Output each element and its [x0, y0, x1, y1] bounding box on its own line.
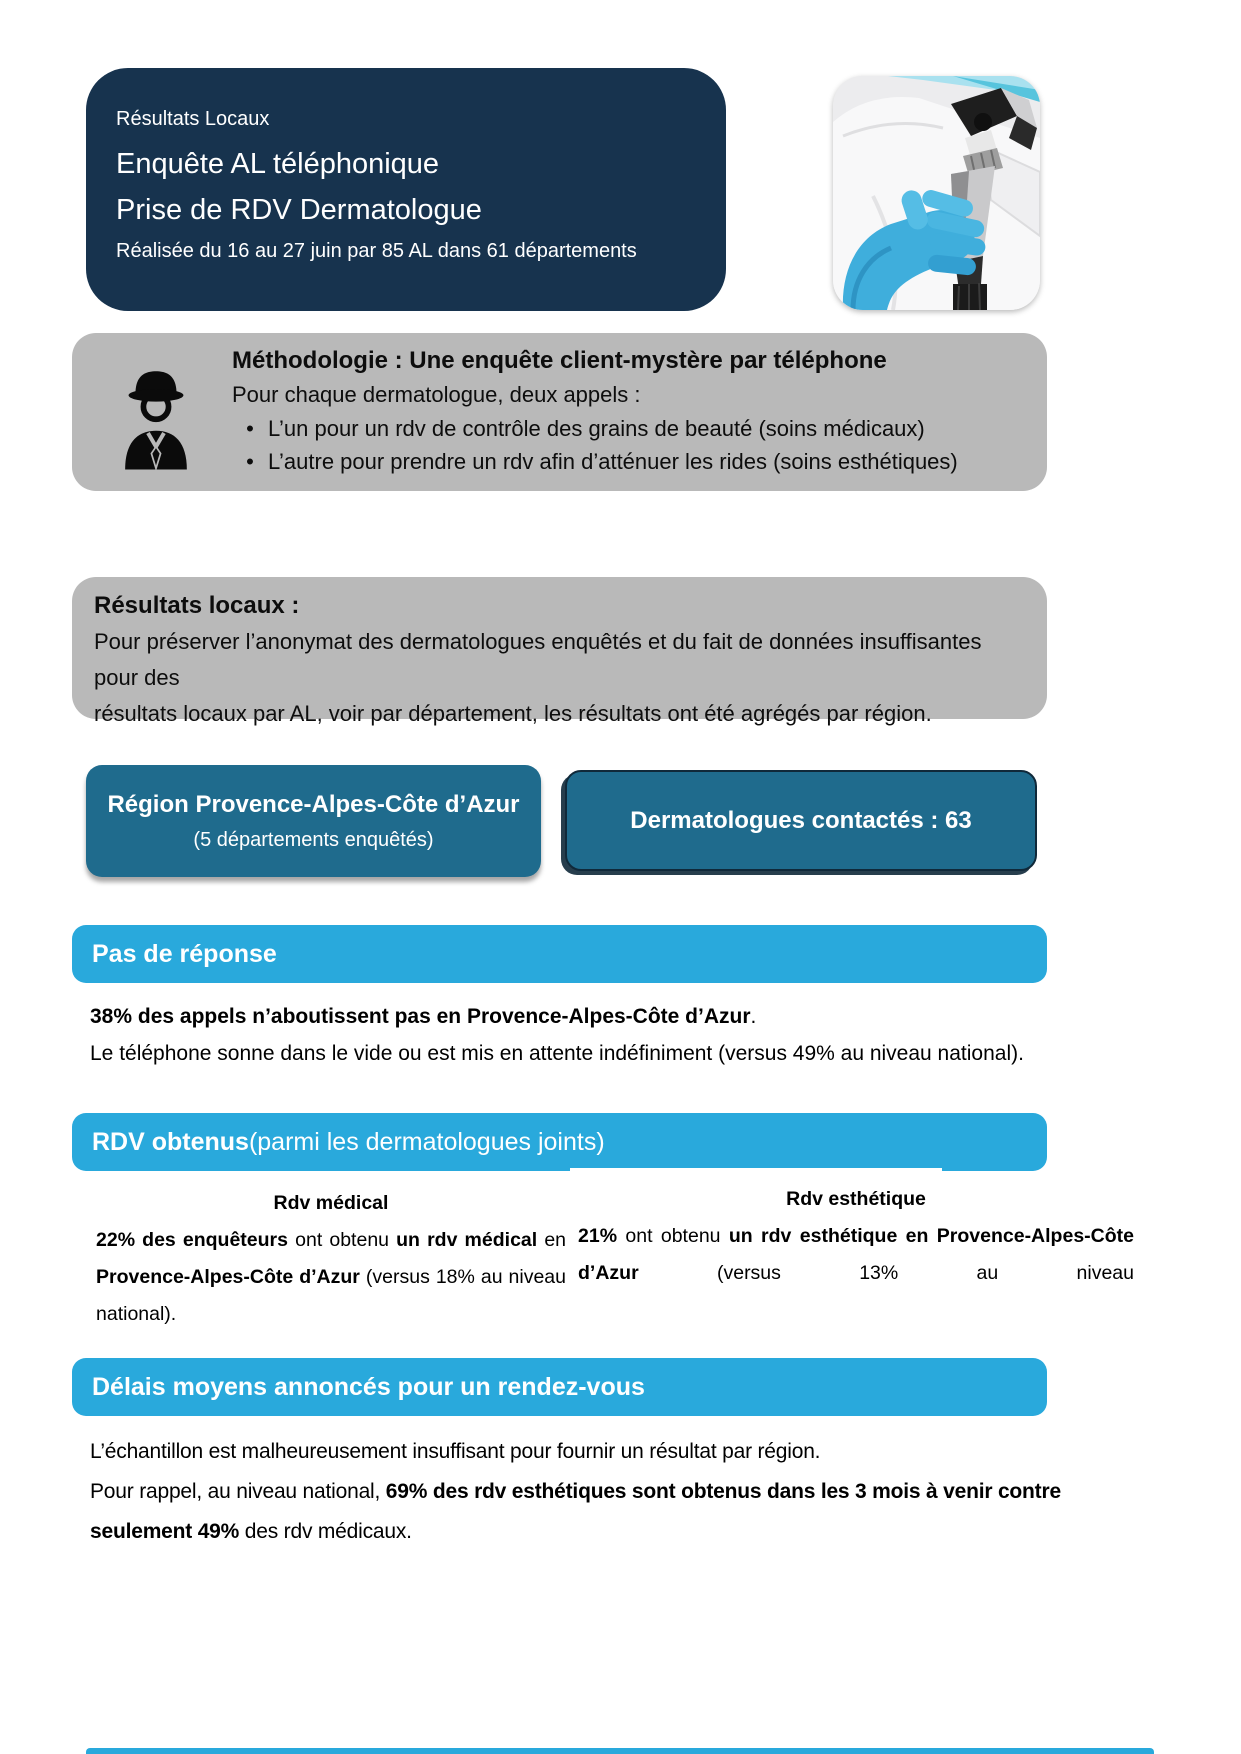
banner-underline: [570, 1168, 942, 1171]
text-run: ont obtenu: [288, 1229, 397, 1251]
local-results-line1: Pour préserver l’anonymat des dermatologues enquêtés et du fait de données insuffisantes pour des: [94, 629, 982, 690]
delays-banner-label: Délais moyens annoncés pour un rendez-vous: [92, 1372, 645, 1401]
aesthetic-title: Rdv esthétique: [786, 1188, 926, 1210]
medical-title: Rdv médical: [273, 1192, 389, 1214]
bullet-icon: •: [246, 449, 254, 474]
text-run: Provence-Alpes-Côte d’Azur: [96, 1266, 360, 1288]
region-card-title: Région Provence-Alpes-Côte d’Azur: [107, 790, 520, 818]
aesthetic-column: [578, 1184, 1134, 1292]
rdv-banner-normal: (parmi les dermatologues joints): [248, 1127, 605, 1156]
delays-line1: L’échantillon est malheureusement insuffisant pour fournir un résultat par région.: [90, 1440, 821, 1463]
methodology-intro: Pour chaque dermatologue, deux appels :: [232, 382, 641, 407]
bullet-icon: •: [246, 416, 254, 441]
methodology-bullet-1: [232, 412, 958, 445]
text-run: Pour rappel, au niveau national,: [90, 1480, 386, 1503]
text-run: des rdv médicaux.: [239, 1520, 412, 1543]
aesthetic-paragraph: [578, 1218, 1134, 1292]
no-answer-paragraph: [90, 998, 1120, 1072]
delays-line2: [90, 1472, 1132, 1552]
no-answer-banner: [72, 925, 1047, 983]
methodology-title: Méthodologie : Une enquête client-mystère par téléphone: [232, 347, 887, 374]
local-results-line2: résultats locaux par AL, voir par département, les résultats ont été agrégés par région.: [94, 701, 932, 726]
contacted-card-label: Dermatologues contactés : 63: [630, 806, 972, 834]
region-card-subtitle: (5 départements enquêtés): [193, 828, 434, 851]
contacted-card: [565, 770, 1037, 871]
spy-icon: [116, 369, 196, 473]
text-run: un rdv médical: [396, 1229, 538, 1251]
methodology-box: [72, 333, 1047, 491]
rdv-banner: [72, 1113, 1047, 1171]
local-results-box: [72, 577, 1047, 726]
delays-banner: [72, 1358, 1047, 1416]
no-answer-line1-tail: .: [750, 1005, 757, 1028]
methodology-bullet-2-text: L’autre pour prendre un rdv afin d’atténuer les rides (soins esthétiques): [268, 449, 958, 474]
no-answer-line1-bold: 38% des appels n’aboutissent pas en Provence-Alpes-Côte d’Azur: [90, 1005, 751, 1028]
dermatoscope-photo-illustration: [833, 76, 1040, 310]
medical-paragraph: [96, 1222, 566, 1333]
header-subtitle: Réalisée du 16 au 27 juin par 85 AL dans 61 départements: [116, 240, 637, 262]
region-card: [86, 765, 541, 877]
text-run: 22% des enquêteurs: [96, 1229, 288, 1251]
rdv-banner-bold: RDV obtenus: [92, 1127, 249, 1156]
no-answer-banner-label: Pas de réponse: [92, 939, 277, 968]
text-run: 69% des rdv esthétiques sont obtenus dans les 3 mois à venir contre seulement 49%: [90, 1480, 1061, 1543]
text-run: 21%: [578, 1225, 618, 1247]
header-eyebrow: Résultats Locaux: [116, 108, 270, 130]
methodology-content: [232, 347, 958, 491]
delays-paragraph: [90, 1432, 1132, 1552]
footer-strip: [86, 1748, 1154, 1754]
spy-icon-glyph: [116, 369, 196, 470]
medical-column: [96, 1188, 566, 1333]
header-card: [86, 68, 726, 311]
no-answer-line2: Le téléphone sonne dans le vide ou est mis en attente indéfiniment (versus 49% au niveau national).: [90, 1042, 1024, 1065]
header-title-line2: Prise de RDV Dermatologue: [116, 194, 482, 226]
text-run: un rdv esthétique en Provence-Alpes-Côte d’Azur: [578, 1225, 1134, 1284]
dermatoscope-photo: [833, 76, 1040, 310]
no-answer-line1: [90, 998, 1120, 1035]
text-run: (versus 18% au niveau national).: [96, 1266, 566, 1325]
methodology-bullet-1-text: L’un pour un rdv de contrôle des grains de beauté (soins médicaux): [268, 416, 925, 441]
text-run: en: [537, 1229, 567, 1251]
text-run: ont obtenu: [617, 1225, 729, 1247]
methodology-bullet-2: [232, 445, 958, 478]
text-run: (versus 13% au niveau: [638, 1262, 1134, 1284]
header-title-line1: Enquête AL téléphonique: [116, 148, 440, 180]
local-results-title: Résultats locaux :: [94, 592, 300, 619]
